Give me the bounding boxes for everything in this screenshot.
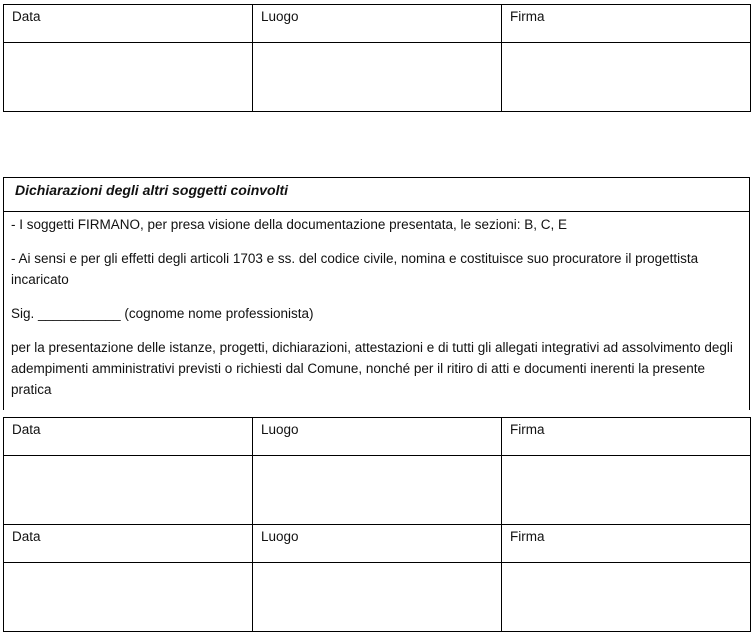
declaration-paragraph-2: - Ai sensi e per gli effetti degli articoli 1703 e ss. del codice civile, nomina e costituisce suo procuratore il progettista incaricato: [11, 251, 699, 287]
declaration-paragraph-3: [11, 303, 741, 324]
signature-field[interactable]: [502, 456, 751, 525]
date-field[interactable]: [4, 43, 253, 112]
signature-field[interactable]: [502, 563, 751, 632]
place-field[interactable]: [253, 43, 502, 112]
declarations-title: Dichiarazioni degli altri soggetti coinvolti: [4, 178, 749, 212]
signature-field[interactable]: [502, 43, 751, 112]
place-field[interactable]: [253, 563, 502, 632]
date-field[interactable]: [4, 563, 253, 632]
declaration-paragraph-4: per la presentazione delle istanze, progetti, dichiarazioni, attestazioni e di tutti gli allegati integrativi ad assolvimento degli adempimenti amministrativi previsti o richiesti dal Comune, nonché per il ritiro di atti e documenti inerenti la presente pratica: [11, 340, 733, 397]
signature-table-top: [3, 4, 751, 112]
declaration-paragraph-1: - I soggetti FIRMANO, per presa visione della documentazione presentata, le sezioni: B, C, E: [11, 217, 568, 232]
date-header: Data: [4, 5, 253, 43]
place-field[interactable]: [253, 456, 502, 525]
date-header: Data: [4, 525, 253, 563]
signature-header: Firma: [502, 418, 751, 456]
place-header: Luogo: [253, 525, 502, 563]
declarations-section: [3, 177, 750, 410]
sig-blank[interactable]: ___________: [38, 306, 121, 321]
place-header: Luogo: [253, 418, 502, 456]
date-header: Data: [4, 418, 253, 456]
sig-prefix: Sig.: [11, 306, 35, 321]
sig-suffix: (cognome nome professionista): [124, 306, 314, 321]
signature-header: Firma: [502, 5, 751, 43]
place-header: Luogo: [253, 5, 502, 43]
declarations-body: [4, 212, 749, 410]
signature-header: Firma: [502, 525, 751, 563]
signature-table-bottom: [3, 417, 751, 632]
date-field[interactable]: [4, 456, 253, 525]
